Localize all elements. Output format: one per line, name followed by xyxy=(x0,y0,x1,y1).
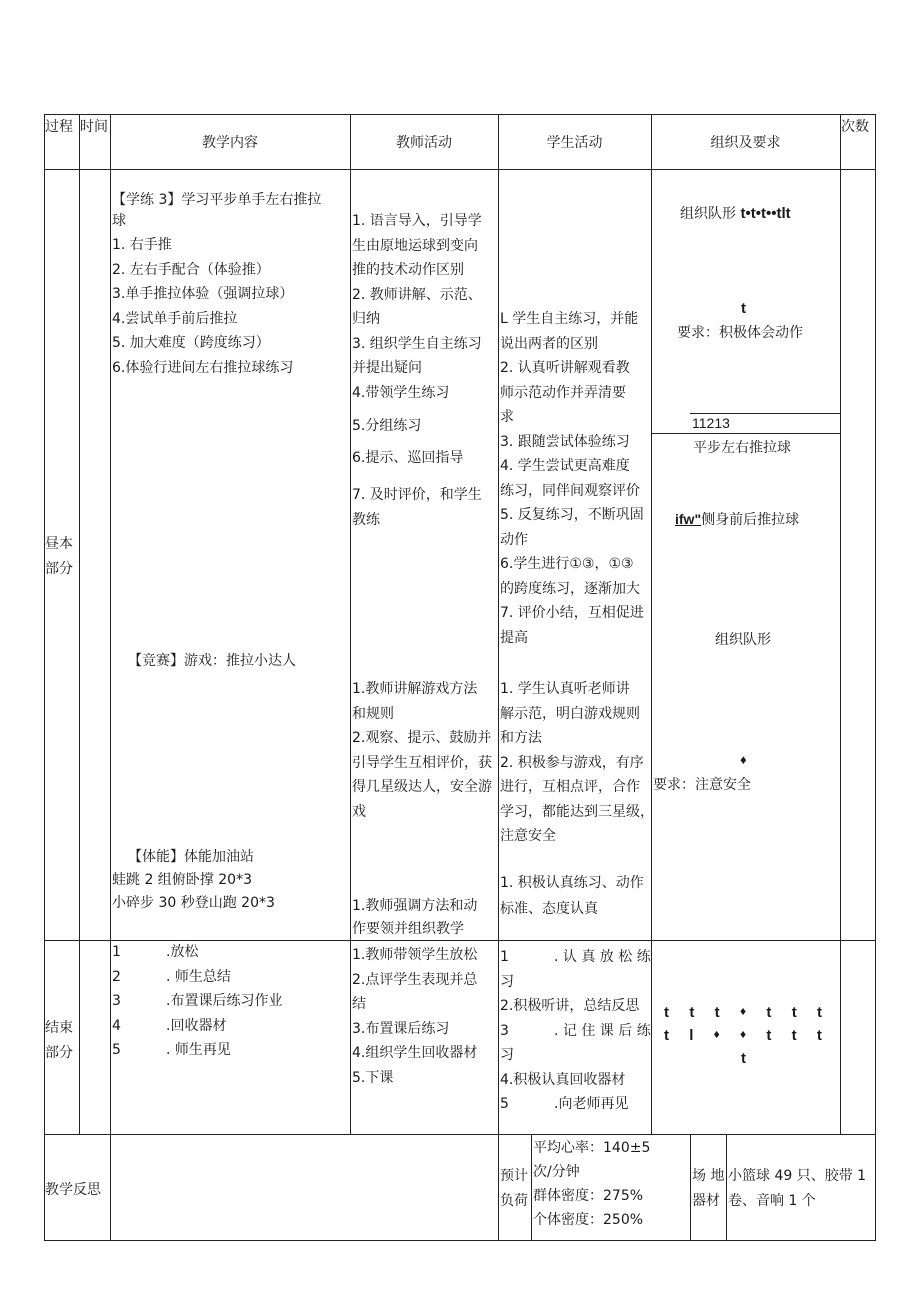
student-practice-line: 7. 评价小结，互相促进 xyxy=(500,605,644,621)
content-practice-line: 5. 加大难度（跨度练习） xyxy=(112,335,270,351)
table-reflection-divider xyxy=(44,1134,876,1135)
item-text: . 认 真 放 松 练 xyxy=(554,949,651,965)
formation-t-marker: t xyxy=(741,300,746,317)
end-formation-row-3: t xyxy=(741,1050,746,1067)
org-formation-label: 组织队形 xyxy=(680,206,736,222)
item-text: .放松 xyxy=(166,944,199,960)
org-code: 11213 xyxy=(692,415,730,431)
end-teacher-line: 1.教师带领学生放松 xyxy=(352,947,478,963)
formation-mark: t xyxy=(817,1004,822,1021)
end-content-item xyxy=(112,1038,282,1063)
item-text: 2.积极听讲，总结反思 xyxy=(500,998,640,1014)
end-teacher xyxy=(352,943,477,1090)
teacher-game-line: 得几星级达人，安全游 xyxy=(352,779,492,795)
end-content xyxy=(112,940,282,1063)
end-content-item xyxy=(112,1014,282,1039)
venue-label-line1: 场 地 xyxy=(692,1168,725,1184)
student-game-line: 和方法 xyxy=(500,730,542,746)
col-divider-content xyxy=(350,114,351,1135)
header-count: 次数 xyxy=(841,119,869,135)
table-header-divider xyxy=(44,169,876,170)
item-text: 习 xyxy=(500,1047,514,1063)
heart-rate-unit: 次/分钟 xyxy=(533,1164,580,1180)
item-text: .向老师再见 xyxy=(554,1096,629,1112)
end-content-item xyxy=(112,965,282,990)
formation-mark: t xyxy=(791,1027,797,1044)
content-practice-line: 球 xyxy=(112,212,126,229)
item-text: .回收器材 xyxy=(166,1017,227,1034)
end-teacher-line: 结 xyxy=(352,996,366,1012)
group-density: 群体密度：275% xyxy=(533,1188,644,1204)
end-student-line xyxy=(500,1043,651,1068)
student-game-line: 解示范，明白游戏规则 xyxy=(500,705,640,722)
formation-mark: t xyxy=(664,1004,669,1021)
table-border-left xyxy=(44,114,45,1241)
teacher-game-line: 戏 xyxy=(352,803,366,820)
org-formation-2: 组织队形 xyxy=(715,632,771,648)
student-practice xyxy=(500,307,644,650)
header-time: 时间 xyxy=(80,119,108,135)
org-inner-divider xyxy=(652,433,840,434)
student-practice-line: 的跨度练习，逐渐加大 xyxy=(500,580,640,597)
reflection-label: 教学反思 xyxy=(45,1182,101,1198)
student-practice-line: 求 xyxy=(500,409,514,425)
teacher-practice-line: 1. 语言导入，引导学 xyxy=(352,213,482,229)
col-divider-teacher xyxy=(498,114,499,1241)
end-content-item xyxy=(112,940,282,965)
end-teacher-line: 3.布置课后练习 xyxy=(352,1020,450,1037)
item-text: .布置课后练习作业 xyxy=(166,993,283,1009)
teacher-practice-line: 推的技术动作区别 xyxy=(352,262,464,278)
end-student xyxy=(500,945,651,1117)
teacher-eval xyxy=(352,483,482,532)
org-side-push-label: 侧身前后推拉球 xyxy=(701,512,800,528)
org-side-push xyxy=(675,508,799,532)
end-student-line xyxy=(500,1068,651,1093)
teacher-game xyxy=(352,677,492,824)
student-game-line: 2. 积极参与游戏，有序 xyxy=(500,754,644,771)
formation-mark: t xyxy=(766,1027,772,1044)
teacher-practice-line: 4.带领学生练习 xyxy=(352,384,450,401)
col-divider-venue-label xyxy=(726,1134,727,1240)
formation-mark: ♦ xyxy=(740,1027,747,1041)
student-practice-line: 4. 学生尝试更高难度 xyxy=(500,458,630,474)
formation-mark: t xyxy=(714,1004,720,1021)
student-game-line: 1. 学生认真听老师讲 xyxy=(500,681,630,697)
student-practice-line: 6.学生进行①③，①③ xyxy=(500,556,634,572)
table-border-bottom xyxy=(44,1240,876,1241)
content-fitness-line: 蛙跳 2 组俯卧撑 20*3 xyxy=(112,872,252,888)
student-practice-line: 2. 认真听讲解观看教 xyxy=(500,360,630,376)
formation-mark: t xyxy=(766,1004,772,1021)
teacher-practice xyxy=(352,209,482,405)
table-border-right xyxy=(875,114,876,1241)
student-practice-line: L 学生自主练习，并能 xyxy=(500,311,639,327)
teacher-eval-line: 教练 xyxy=(352,511,380,528)
venue-label xyxy=(692,1164,724,1213)
content-fitness-line: 【体能】体能加油站 xyxy=(128,849,254,865)
end-content-item xyxy=(112,989,282,1014)
header-student: 学生活动 xyxy=(546,135,603,151)
end-student-line xyxy=(500,945,651,970)
venue-label-line2: 器材 xyxy=(692,1192,720,1209)
content-practice-line: 4.尝试单手前后推拉 xyxy=(112,310,238,327)
venue-value xyxy=(728,1164,866,1213)
end-student-line xyxy=(500,1019,651,1044)
formation-mark: t xyxy=(664,1027,669,1044)
student-practice-line: 说出两者的区别 xyxy=(500,335,598,352)
student-game-line: 进行，互相点评，合作 xyxy=(500,779,640,795)
teacher-practice-line: 3. 组织学生自主练习 xyxy=(352,335,482,352)
venue-value-line1: 小篮球 49 只、胶带 1 xyxy=(728,1168,867,1184)
item-text: . 师生再见 xyxy=(166,1042,231,1058)
content-fitness-line: 小碎步 30 秒登山跑 20*3 xyxy=(112,895,275,911)
org-requirement: 要求：积极体会动作 xyxy=(677,325,803,341)
header-process: 过程 xyxy=(45,119,73,135)
venue-value-line2: 卷、音响 1 个 xyxy=(728,1192,816,1209)
end-formation-row-2 xyxy=(664,1027,822,1044)
teacher-hint: 6.提示、巡回指导 xyxy=(352,450,464,466)
student-fitness-line: 1. 积极认真练习、动作 xyxy=(500,875,644,891)
load-label-line1: 预计 xyxy=(500,1168,528,1184)
end-student-line xyxy=(500,994,651,1019)
teacher-game-line: 和规则 xyxy=(352,705,394,722)
end-teacher-line: 4.组织学生回收器材 xyxy=(352,1045,478,1061)
content-practice-line: 3.单手推拉体验（强调拉球） xyxy=(112,286,294,302)
item-number: 4 xyxy=(112,1017,121,1034)
content-practice-line: 1. 右手推 xyxy=(112,237,172,253)
student-practice-line: 5. 反复练习，不断巩固 xyxy=(500,507,644,523)
end-student-line xyxy=(500,970,651,995)
content-practice-line: 【学练 3】学习平步单手左右推拉 xyxy=(112,192,322,208)
org-safety: 要求：注意安全 xyxy=(653,777,751,793)
end-teacher-line: 5.下课 xyxy=(352,1069,394,1086)
teacher-game-line: 2.观察、提示、鼓励并 xyxy=(352,730,492,746)
teacher-fitness-line: 1.教师强调方法和动 xyxy=(352,898,478,914)
col-divider-load-value xyxy=(690,1134,691,1240)
item-number: 5 xyxy=(112,1042,121,1058)
diamond-icon: ♦ xyxy=(740,752,747,767)
item-number: 1 xyxy=(500,949,509,965)
teacher-game-line: 1.教师讲解游戏方法 xyxy=(352,681,478,697)
student-game xyxy=(500,677,654,849)
student-practice-line: 动作 xyxy=(500,531,528,548)
item-text: . 记 住 课 后 练 xyxy=(554,1022,651,1039)
formation-mark: l xyxy=(689,1027,694,1044)
teacher-group: 5.分组练习 xyxy=(352,418,422,434)
end-teacher-line: 2.点评学生表现并总 xyxy=(352,971,478,988)
teacher-practice-line: 并提出疑问 xyxy=(352,360,422,376)
teacher-fitness-line: 作要领并组织教学 xyxy=(352,921,464,937)
load-label-line2: 负荷 xyxy=(500,1192,528,1209)
col-divider-process xyxy=(79,114,80,1135)
item-text: . 师生总结 xyxy=(166,968,231,985)
formation-mark: ♦ xyxy=(739,1004,747,1018)
item-number: 3 xyxy=(112,993,121,1009)
header-teacher: 教师活动 xyxy=(396,135,452,151)
formation-mark: ♦ xyxy=(713,1027,720,1041)
item-number: 3 xyxy=(500,1022,509,1039)
student-fitness-line: 标准、态度认真 xyxy=(500,901,598,917)
end-section-label xyxy=(45,1016,73,1065)
col-divider-student xyxy=(651,114,652,1135)
formation-mark: t xyxy=(791,1004,797,1021)
content-practice-line: 2. 左右手配合（体验推） xyxy=(112,261,270,278)
end-label-line2: 部分 xyxy=(45,1044,73,1061)
teacher-eval-line: 7. 及时评价，和学生 xyxy=(352,487,482,503)
item-text: 习 xyxy=(500,973,514,990)
basic-label-line2: 部分 xyxy=(45,560,73,577)
item-number: 1 xyxy=(112,944,121,960)
student-game-line: 注意安全 xyxy=(500,828,556,844)
basic-section-label xyxy=(45,532,73,581)
col-divider-load-label xyxy=(531,1134,532,1240)
org-flat-push: 平步左右推拉球 xyxy=(693,440,791,456)
item-number: 5 xyxy=(500,1096,509,1112)
end-student-line xyxy=(500,1092,651,1117)
item-text: 4.积极认真回收器材 xyxy=(500,1071,626,1088)
content-practice-line: 6.体验行进间左右推拉球练习 xyxy=(112,359,294,376)
student-practice-line: 师示范动作并弄清要 xyxy=(500,384,626,401)
item-number: 2 xyxy=(112,968,121,985)
header-content: 教学内容 xyxy=(202,135,258,151)
org-side-prefix: ifw" xyxy=(675,511,702,527)
content-game: 【竞赛】游戏：推拉小达人 xyxy=(128,653,296,669)
student-game-line: 学习，都能达到三星级， xyxy=(500,803,654,820)
teacher-fitness xyxy=(352,895,477,941)
col-divider-time xyxy=(110,114,111,1241)
student-practice-line: 提高 xyxy=(500,629,528,646)
teacher-practice-line: 归纳 xyxy=(352,311,380,327)
end-formation-row-1 xyxy=(664,1004,822,1021)
teacher-game-line: 引导学生互相评价，获 xyxy=(352,754,492,771)
student-practice-line: 3. 跟随尝试体验练习 xyxy=(500,433,630,450)
end-label-line1: 结束 xyxy=(45,1020,73,1036)
teacher-practice-line: 2. 教师讲解、示范、 xyxy=(352,286,482,303)
student-practice-line: 练习，同伴间观察评价 xyxy=(500,482,640,499)
formation-mark: t xyxy=(816,1027,822,1044)
col-divider-org xyxy=(840,114,841,1135)
heart-rate: 平均心率：140±5 xyxy=(533,1140,651,1156)
load-label xyxy=(500,1164,528,1213)
table-border-top xyxy=(44,114,876,115)
load-values xyxy=(533,1136,650,1232)
content-fitness xyxy=(112,846,275,915)
content-practice xyxy=(112,188,321,380)
org-formation xyxy=(680,202,791,226)
formation-mark: t xyxy=(689,1004,695,1021)
individual-density: 个体密度：250% xyxy=(533,1212,644,1228)
basic-label-line1: 昼本 xyxy=(45,536,73,552)
formation-symbols: t•t•t••tlt xyxy=(740,205,791,222)
teacher-practice-line: 生由原地运球到变向 xyxy=(352,237,478,254)
header-organization: 组织及要求 xyxy=(710,135,781,151)
student-fitness xyxy=(500,870,644,922)
